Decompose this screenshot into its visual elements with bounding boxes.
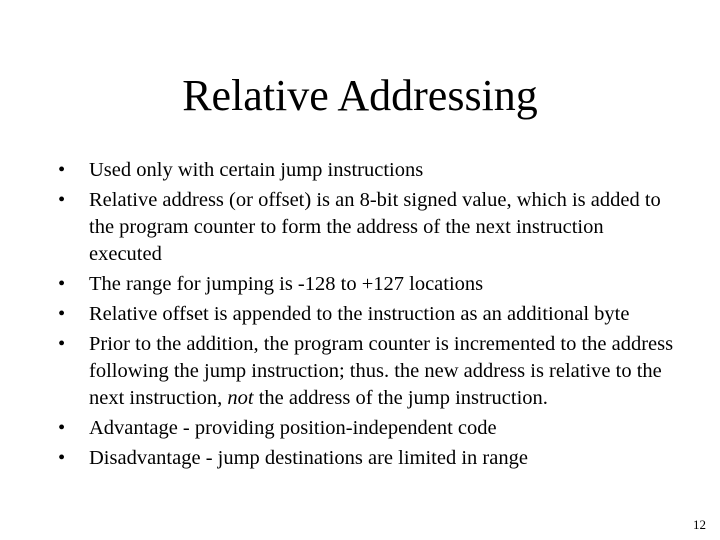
- bullet-icon: •: [58, 189, 66, 211]
- bullet-text-before: Prior to the addition, the program counter is incremented to the address following the jump instruction; thus. the new address is relative to the next instruction,: [89, 333, 674, 409]
- bullet-emphasis: not: [227, 387, 254, 409]
- bullet-text-after: the address of the jump instruction.: [253, 387, 548, 409]
- bullet-text: Relative address (or offset) is an 8-bit signed value, which is added to the program counter to form the address of the next instruction executed: [89, 189, 661, 265]
- bullet-item: [56, 157, 676, 184]
- bullet-list: [56, 157, 676, 475]
- bullet-item: [56, 415, 676, 442]
- bullet-item: [56, 271, 676, 298]
- bullet-item: [56, 187, 676, 268]
- bullet-text: Relative offset is appended to the instruction as an additional byte: [89, 303, 630, 325]
- bullet-text: The range for jumping is -128 to +127 locations: [89, 273, 484, 295]
- bullet-icon: •: [58, 273, 66, 295]
- slide-title: Relative Addressing: [182, 71, 538, 120]
- page-number: 12: [693, 517, 706, 532]
- bullet-text: Used only with certain jump instructions: [89, 159, 424, 181]
- bullet-icon: •: [58, 303, 66, 325]
- bullet-text: Disadvantage - jump destinations are limited in range: [89, 447, 528, 469]
- bullet-icon: •: [58, 159, 66, 181]
- bullet-item: [56, 445, 676, 472]
- bullet-icon: •: [58, 447, 66, 469]
- bullet-icon: •: [58, 417, 66, 439]
- bullet-item: [56, 331, 676, 412]
- bullet-item: [56, 301, 676, 328]
- bullet-text: Advantage - providing position-independent code: [89, 417, 497, 439]
- bullet-icon: •: [58, 333, 66, 355]
